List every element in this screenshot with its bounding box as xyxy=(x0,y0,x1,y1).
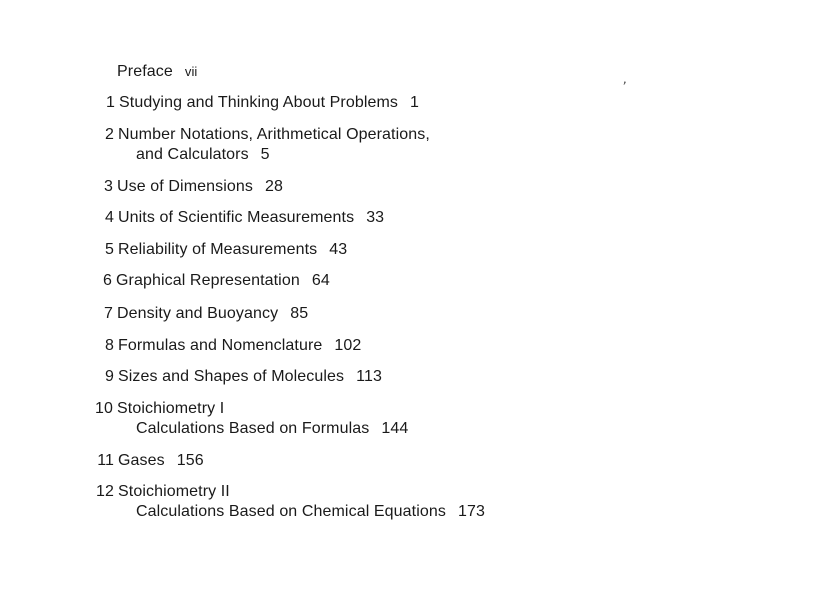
toc-entry-number: 3 xyxy=(104,178,113,195)
toc-entry xyxy=(104,304,309,323)
toc-entry-page: 113 xyxy=(356,368,382,385)
toc-entry-number: 11 xyxy=(97,452,114,469)
toc-entry-number: 1 xyxy=(106,94,115,111)
toc-entry xyxy=(106,93,420,112)
toc-entry xyxy=(96,482,230,501)
toc-entry-title: Use of Dimensions xyxy=(117,178,253,195)
toc-entry xyxy=(105,240,348,259)
toc-entry xyxy=(105,208,385,227)
toc-preface-page: vii xyxy=(184,64,198,79)
toc-entry xyxy=(105,336,362,355)
stray-mark: ’ xyxy=(619,77,628,95)
toc-entry-number: 6 xyxy=(103,272,112,289)
toc-entry-title: Density and Buoyancy xyxy=(117,305,279,322)
toc-preface-title: Preface xyxy=(117,63,173,80)
toc-entry-number: 7 xyxy=(104,305,113,322)
toc-entry-number: 2 xyxy=(105,126,114,143)
toc-entry-number: 12 xyxy=(96,483,114,500)
toc-entry-page: 85 xyxy=(290,305,309,322)
toc-entry-page: 1 xyxy=(410,94,420,111)
toc-entry-number: 5 xyxy=(105,241,114,258)
toc-entry xyxy=(105,125,430,144)
toc-entry-title: Units of Scientific Measurements xyxy=(118,209,355,226)
toc-entry xyxy=(105,367,382,386)
toc-entry-number: 4 xyxy=(105,209,114,226)
toc-preface xyxy=(117,62,197,81)
toc-entry-continuation xyxy=(136,145,270,164)
toc-entry-page: 144 xyxy=(381,420,409,437)
toc-entry xyxy=(95,399,225,418)
toc-entry-page: 28 xyxy=(264,178,283,195)
toc-entry-title-2: Calculations Based on Chemical Equations xyxy=(136,503,446,520)
toc-entry-continuation xyxy=(136,502,485,521)
toc-entry-number: 10 xyxy=(95,400,113,417)
toc-entry-continuation xyxy=(136,419,408,438)
toc-entry-title: Studying and Thinking About Problems xyxy=(119,94,399,111)
toc-entry-page: 173 xyxy=(457,503,485,520)
toc-entry-title: Reliability of Measurements xyxy=(118,241,318,258)
toc-entry-page: 102 xyxy=(334,337,362,354)
toc-entry-title-2: and Calculators xyxy=(136,146,249,163)
toc-entry-number: 8 xyxy=(105,337,114,354)
toc-entry-title: Stoichiometry I xyxy=(117,400,225,417)
toc-entry xyxy=(104,177,283,196)
toc-entry xyxy=(103,271,330,290)
toc-entry-title: Formulas and Nomenclature xyxy=(118,337,323,354)
toc-entry-page: 64 xyxy=(311,272,330,289)
toc-entry-title: Graphical Representation xyxy=(116,272,300,289)
toc-entry-title: Number Notations, Arithmetical Operations, xyxy=(118,126,430,143)
toc-entry-page: 5 xyxy=(260,146,270,163)
toc-entry xyxy=(97,451,204,470)
toc-entry-page: 33 xyxy=(366,209,385,226)
toc-entry-title-2: Calculations Based on Formulas xyxy=(136,420,370,437)
toc-entry-title: Gases xyxy=(118,452,165,469)
toc-entry-number: 9 xyxy=(105,368,114,385)
toc-entry-page: 43 xyxy=(329,241,348,258)
toc-entry-title: Stoichiometry II xyxy=(118,483,230,500)
toc-entry-page: 156 xyxy=(176,452,204,469)
toc-entry-title: Sizes and Shapes of Molecules xyxy=(118,368,345,385)
